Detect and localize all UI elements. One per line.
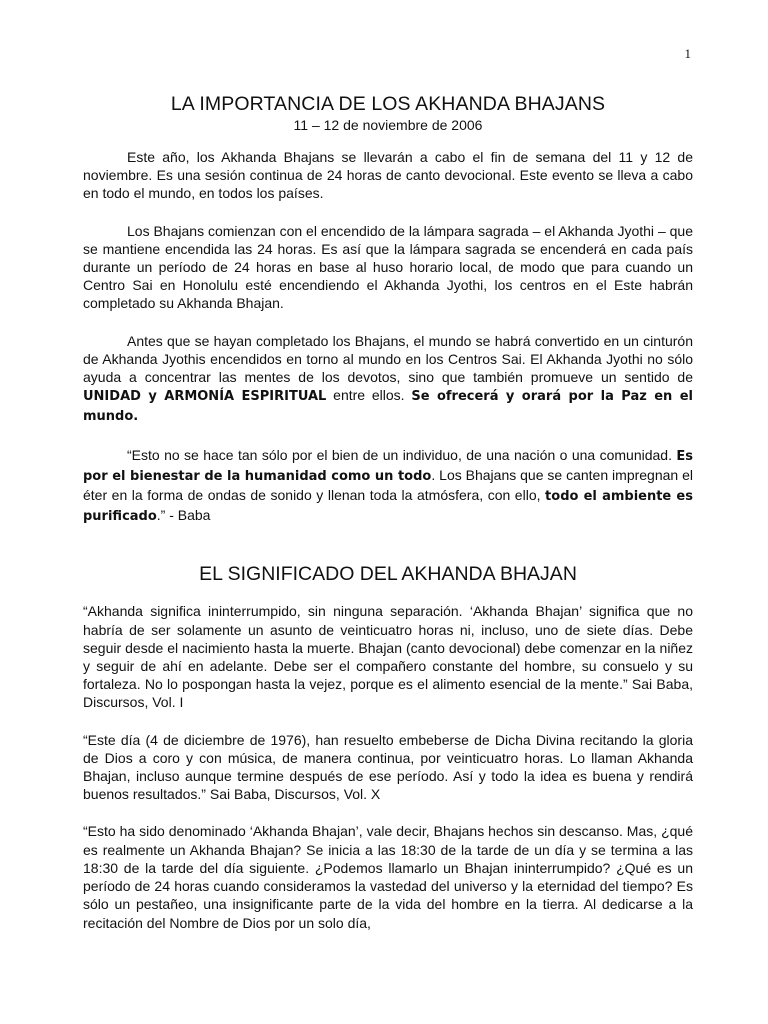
- section-heading: EL SIGNIFICADO DEL AKHANDA BHAJAN: [199, 563, 577, 586]
- page-number: 1: [684, 46, 691, 61]
- document-date: 11 – 12 de noviembre de 2006: [293, 117, 483, 133]
- paragraph-1: Este año, los Akhanda Bhajans se llevarán a cabo el fin de semana del 11 y 12 de noviembre. Es una sesión continua de 24 horas de canto devocional. Este evento se lleva a cabo en todo el mundo, en todos los países.: [83, 149, 693, 202]
- document-title: LA IMPORTANCIA DE LOS AKHANDA BHAJANS: [170, 93, 606, 115]
- paragraph-4: [83, 446, 693, 527]
- paragraph-4-bold-1: Es por el bienestar de la humanidad como un todo: [83, 448, 693, 484]
- quote-2: “Este día (4 de diciembre de 1976), han resuelto embeberse de Dicha Divina recitando la gloria de Dios a coro y con música, de manera continua, por veinticuatro horas. Lo llaman Akhanda Bhajan, incluso aunque termine después de ese período. Así y todo la idea es buena y rendirá buenos resultados.” Sai Baba, Discursos, Vol. X: [83, 731, 693, 803]
- quote-3: “Esto ha sido denominado ‘Akhanda Bhajan’, vale decir, Bhajans hechos sin descanso. Mas, ¿qué es realmente un Akhanda Bhajan? Se inicia a las 18:30 de la tarde de un día y se termina a las 18:30 de la tarde del día siguiente. ¿Podemos llamarlo un Bhajan ininterrumpido? ¿Qué es un período de 24 horas cuando consideramos la vastedad del universo y la eternidad del tiempo? Es sólo un pestañeo, una insignificante parte de la vida del hombre en la tierra. Al dedicarse a la recitación del Nombre de Dios por un solo día,: [83, 823, 693, 931]
- paragraph-4-bold-2: todo el ambiente es purificado: [83, 489, 693, 525]
- paragraph-3-bold-1: UNIDAD y ARMONÍA ESPIRITUAL: [83, 389, 327, 405]
- paragraph-3: [83, 332, 693, 427]
- paragraph-4-text-3: .” - Baba: [156, 507, 211, 524]
- paragraph-4-text-1: “Esto no se hace tan sólo por el bien de un individuo, de una nación o una comunidad.: [127, 446, 677, 463]
- paragraph-3-bold-2: Se ofrecerá y orará por la Paz en el mundo.: [83, 389, 694, 425]
- quote-1: “Akhanda significa ininterrumpido, sin ninguna separación. ‘Akhanda Bhajan’ significa que no habría de ser solamente un asunto de veinticuatro horas ni, incluso, uno de siete días. Debe seguir desde el nacimiento hasta la muerte. Bhajan (canto devocional) debe comenzar en la niñez y seguir de ahí en adelante. Debe ser el compañero constante del hombre, su consuelo y su fortaleza. No lo pospongan hasta la vejez, porque es el alimento esencial de la mente.” Sai Baba, Discursos, Vol. I: [83, 603, 693, 711]
- paragraph-4-text-2: . Los Bhajans que se canten impregnan el éter en la forma de ondas de sonido y llenan toda la atmósfera, con ello,: [83, 466, 693, 504]
- paragraph-3-text-1: Antes que se hayan completado los Bhajans, el mundo se habrá convertido en un cinturón de Akhanda Jyothis encendidos en torno al mundo en los Centros Sai. El Akhanda Jyothi no sólo ayuda a concentrar las mentes de los devotos, sino que también promueve un sentido de: [83, 332, 693, 386]
- paragraph-3-text-2: entre ellos.: [326, 387, 412, 404]
- document-body: [83, 92, 693, 951]
- paragraph-2: Los Bhajans comienzan con el encendido de la lámpara sagrada – el Akhanda Jyothi – que se mantiene encendida las 24 horas. Es así que la lámpara sagrada se encenderá en cada país durante un período de 24 horas en base al huso horario local, de modo que para cuando un Centro Sai en Honolulu esté encendiendo el Akhanda Jyothi, los centros en el Este habrán completado su Akhanda Bhajan.: [83, 222, 693, 312]
